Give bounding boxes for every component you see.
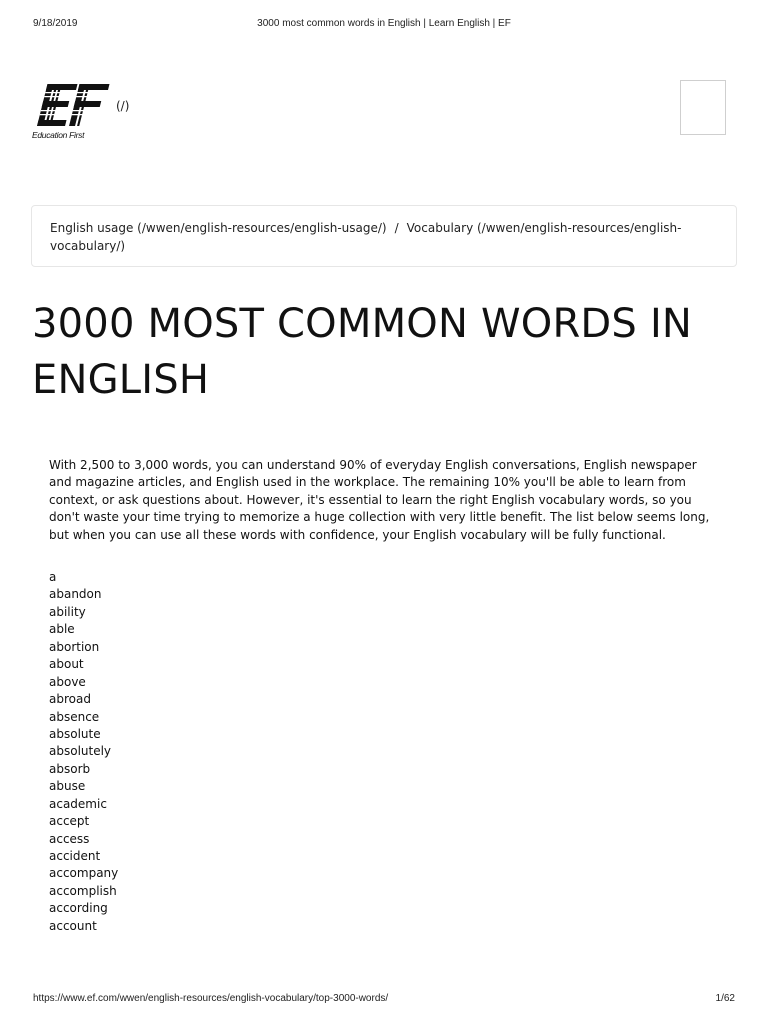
word-list-item: academic [49, 796, 107, 811]
breadcrumb-separator: / [394, 221, 399, 235]
print-header [33, 18, 735, 32]
word-list-item: abandon [49, 587, 102, 602]
print-page-title: 3000 most common words in English | Learn English | EF [257, 18, 511, 29]
print-footer [33, 993, 735, 1007]
breadcrumb [31, 205, 737, 267]
word-list-item: absolute [49, 726, 101, 741]
word-list-item: ability [49, 604, 86, 619]
word-list-item: abroad [49, 692, 91, 707]
page-url: https://www.ef.com/wwen/english-resources/english-vocabulary/top-3000-words/ [33, 993, 389, 1004]
ef-logo[interactable] [32, 82, 142, 144]
breadcrumb-item-vocabulary[interactable]: Vocabulary (/wwen/english-resources/english-vocabulary/) [50, 221, 682, 253]
word-list-item: a [49, 570, 57, 584]
home-link[interactable]: (/) [116, 99, 130, 113]
word-list-item: account [49, 918, 97, 933]
breadcrumb-item-english-usage[interactable]: English usage (/wwen/english-resources/english-usage/) [50, 221, 387, 235]
word-list-item: accident [49, 849, 101, 863]
ef-logo-icon [32, 82, 112, 128]
word-list-item: absolutely [49, 744, 112, 759]
word-list-item: abuse [49, 779, 86, 794]
word-list-item: according [49, 901, 108, 916]
print-date: 9/18/2019 [33, 18, 78, 29]
word-list-item: accompany [49, 866, 119, 881]
word-list-item: about [49, 657, 84, 672]
word-list-item: above [49, 674, 86, 689]
intro-paragraph: With 2,500 to 3,000 words, you can understand 90% of everyday English conversations, English newspaper and magazine articles, and English used in the workplace. The remaining 10% you'll be able to learn from context, or ask questions about. However, it's essential to learn the right English vocabulary words, so you don't waste your time trying to memorize a huge collection with very little benefit. The list below seems long, but when you can use all these words with confidence, your English vocabulary will be fully functional. [49, 458, 710, 542]
menu-button[interactable] [680, 80, 726, 135]
word-list-item: abortion [49, 639, 100, 654]
word-list-item: accomplish [49, 883, 117, 898]
word-list-item: absence [49, 709, 100, 724]
word-list-item: able [49, 622, 75, 637]
word-list [49, 569, 118, 935]
page-indicator: 1/62 [715, 993, 735, 1004]
page-title: 3000 MOST COMMON WORDS IN ENGLISH [32, 301, 693, 403]
word-list-item: access [49, 831, 90, 846]
word-list-item: accept [49, 814, 90, 829]
word-list-item: absorb [49, 761, 91, 776]
logo-tagline: Education First [32, 130, 85, 140]
